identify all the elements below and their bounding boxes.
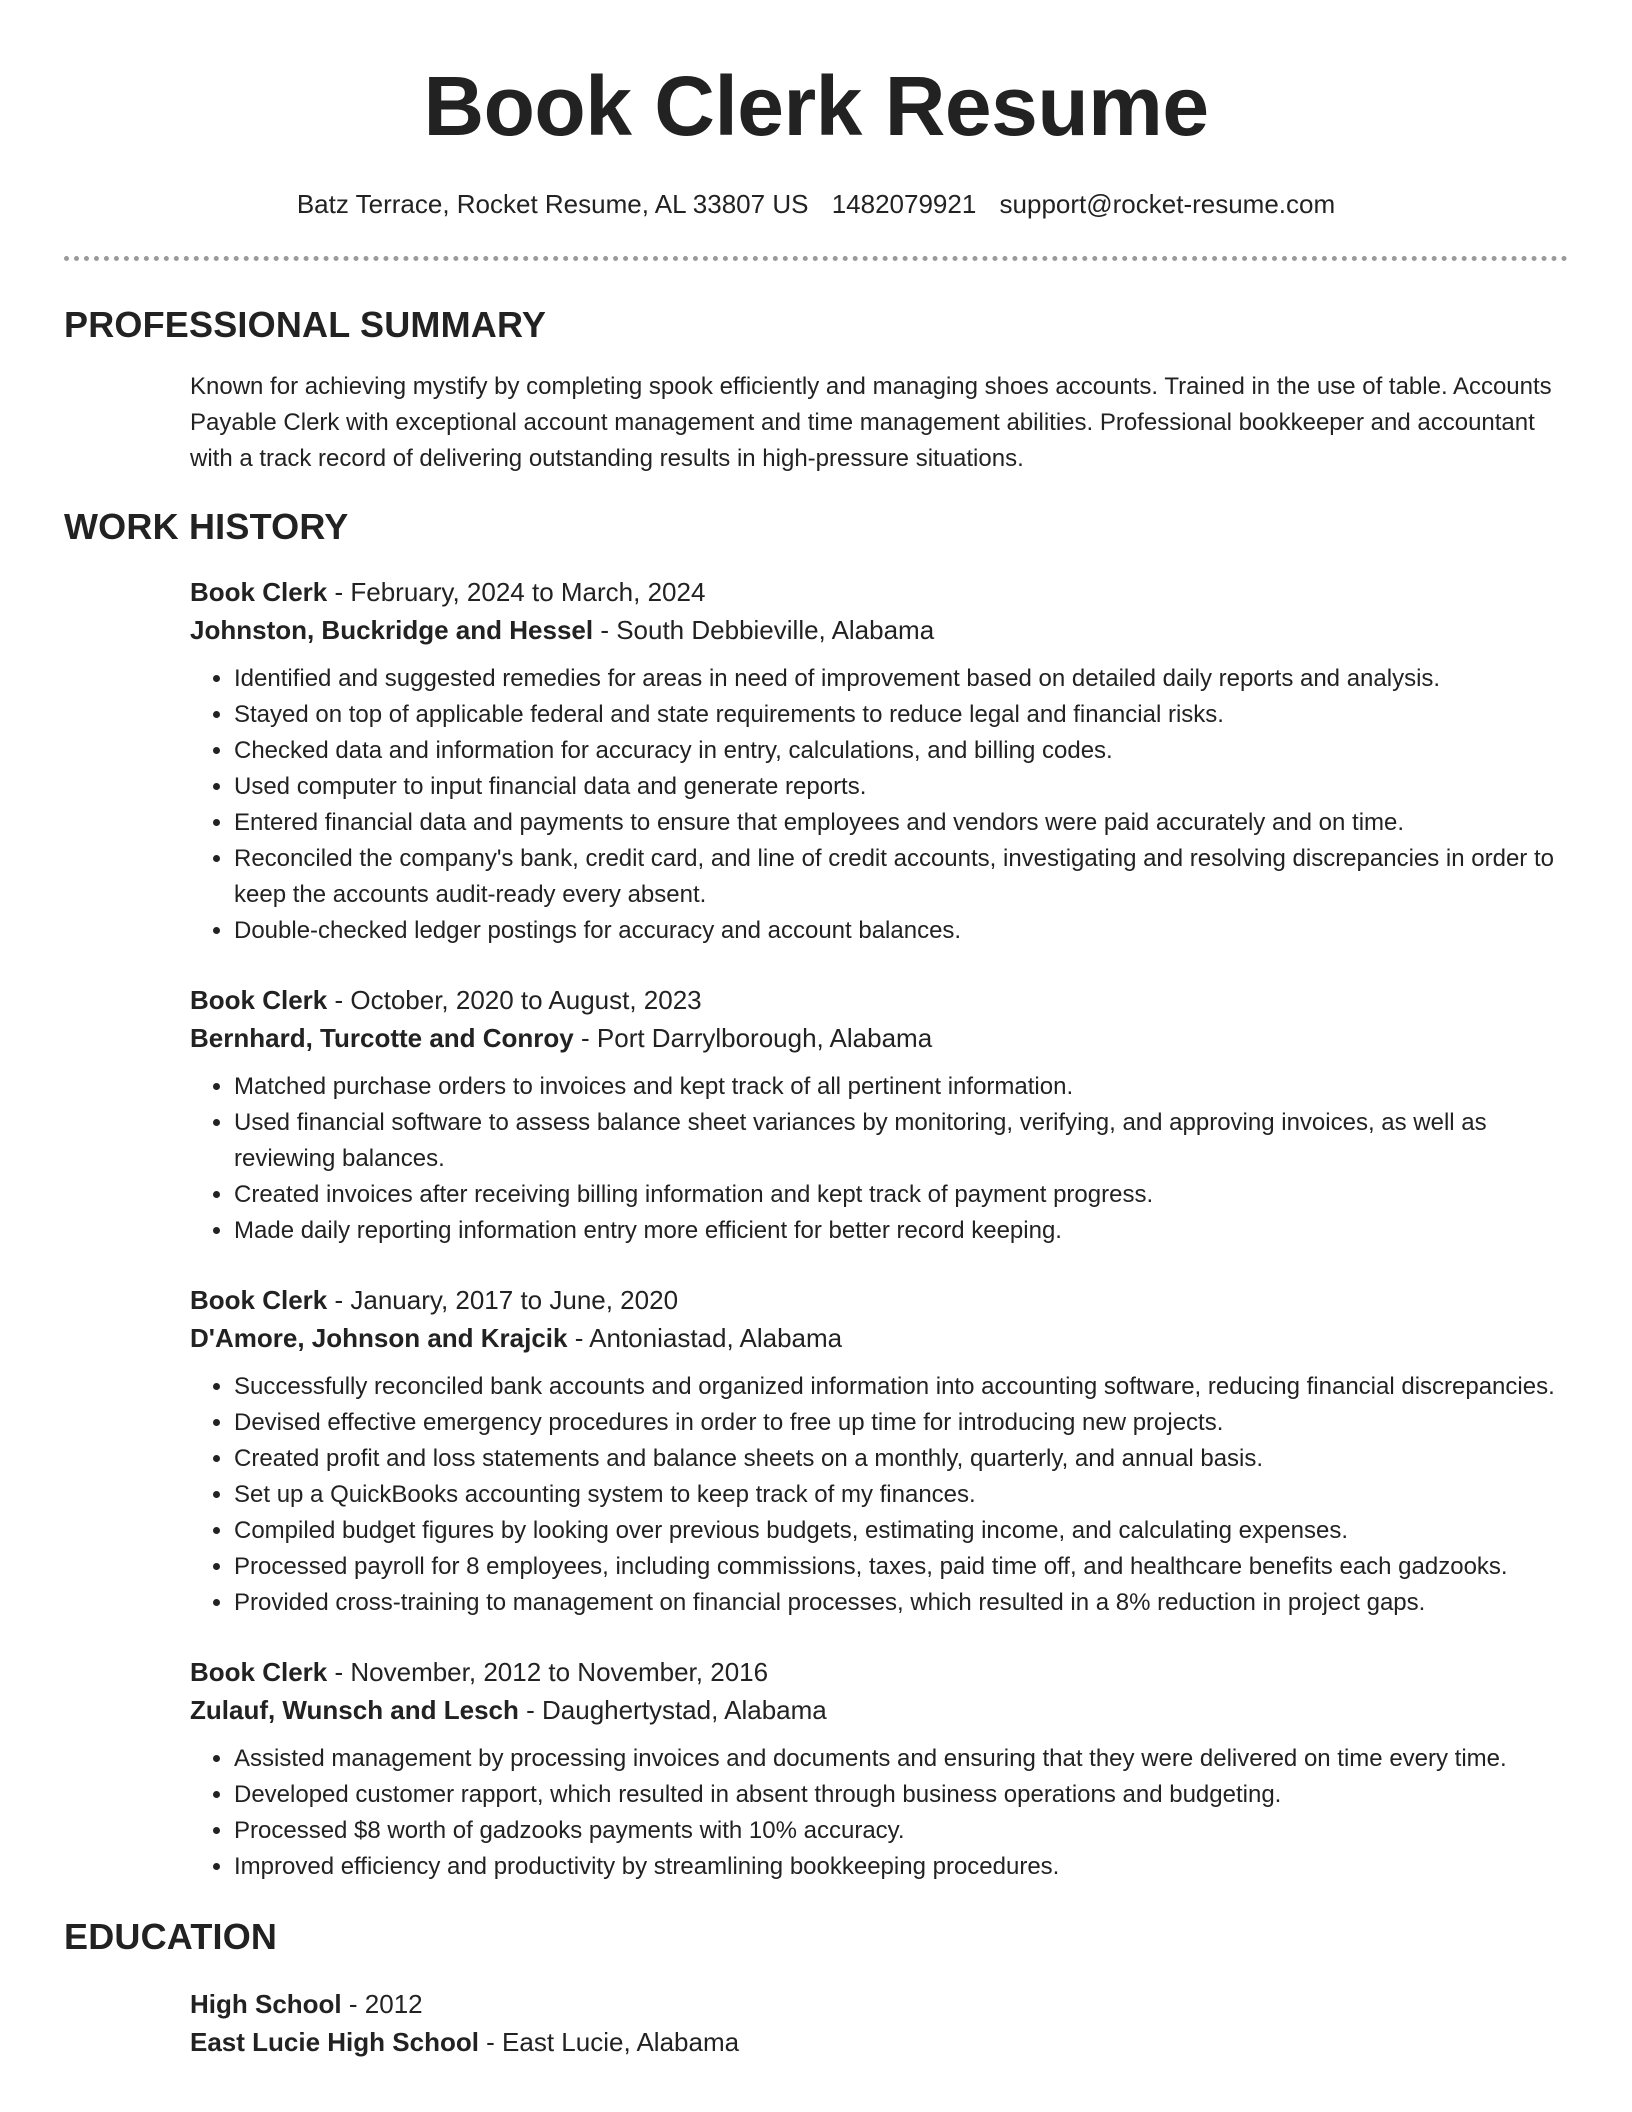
job-location: - South Debbieville, Alabama [593,615,935,645]
job-bullet: • Successfully reconciled bank accounts and organized information into accounting software, reducing financial discrepancies. [234,1369,1568,1405]
job-bullet: • Identified and suggested remedies for areas in need of improvement based on detailed daily reports and analysis. [234,661,1568,697]
job-company: Zulauf, Wunsch and Lesch [190,1695,519,1725]
work-history-heading: WORK HISTORY [64,506,349,547]
job-entry [64,1653,1568,1885]
job-bullet: • Processed $8 worth of gadzooks payments with 10% accuracy. [234,1813,1568,1849]
job-entry [64,981,1568,1249]
job-bullet: • Set up a QuickBooks accounting system to keep track of my finances. [234,1477,1568,1513]
job-dates: - February, 2024 to March, 2024 [327,577,706,607]
job-bullet: • Created invoices after receiving billing information and kept track of payment progress. [234,1177,1568,1213]
job-bullet: • Double-checked ledger postings for accuracy and account balances. [234,913,1568,949]
job-dates: - November, 2012 to November, 2016 [327,1657,769,1687]
job-title: Book Clerk [190,577,328,607]
job-bullet: • Reconciled the company's bank, credit card, and line of credit accounts, investigating and resolving discrepancies in order to keep the accounts audit-ready every absent. [234,841,1568,913]
job-company: D'Amore, Johnson and Krajcik [190,1323,568,1353]
job-company: Johnston, Buckridge and Hessel [190,615,594,645]
resume-title: Book Clerk Resume [423,59,1209,153]
job-location: - Antoniastad, Alabama [567,1323,843,1353]
job-title: Book Clerk [190,985,328,1015]
job-title-line [190,573,1568,611]
job-dates: - October, 2020 to August, 2023 [327,985,702,1015]
education-degree: High School [190,1989,342,2019]
job-bullet: • Used financial software to assess balance sheet variances by monitoring, verifying, and approving invoices, as well as reviewing balances. [234,1105,1568,1177]
summary-heading: PROFESSIONAL SUMMARY [64,304,547,345]
job-bullet: • Processed payroll for 8 employees, including commissions, taxes, paid time off, and healthcare benefits each gadzooks. [234,1549,1568,1585]
education-school: East Lucie High School [190,2027,479,2057]
job-bullet: • Improved efficiency and productivity by streamlining bookkeeping procedures. [234,1849,1568,1885]
job-dates: - January, 2017 to June, 2020 [327,1285,679,1315]
job-bullet: • Compiled budget figures by looking over previous budgets, estimating income, and calculating expenses. [234,1513,1568,1549]
job-bullet: • Checked data and information for accuracy in entry, calculations, and billing codes. [234,733,1568,769]
job-bullet: • Created profit and loss statements and balance sheets on a monthly, quarterly, and annual basis. [234,1441,1568,1477]
job-company-line [190,1319,1568,1357]
education-heading: EDUCATION [64,1916,278,1957]
education-year: - 2012 [341,1989,423,2019]
job-company-line [190,611,1568,649]
header-divider [64,256,1568,261]
education-location: - East Lucie, Alabama [478,2027,740,2057]
education-section [64,1915,1568,2061]
job-entry [64,1281,1568,1621]
job-company-line [190,1019,1568,1057]
education-school-line [190,2023,1568,2061]
job-company: Bernhard, Turcotte and Conroy [190,1023,574,1053]
job-title: Book Clerk [190,1285,328,1315]
job-location: - Daughertystad, Alabama [518,1695,827,1725]
job-company-line [190,1691,1568,1729]
job-title: Book Clerk [190,1657,328,1687]
job-bullet: • Made daily reporting information entry more efficient for better record keeping. [234,1213,1568,1249]
job-bullet: • Stayed on top of applicable federal and state requirements to reduce legal and financial risks. [234,697,1568,733]
job-bullet: • Assisted management by processing invoices and documents and ensuring that they were delivered on time every time. [234,1741,1568,1777]
work-history-section [64,505,1568,1885]
contact-email: support@rocket-resume.com [999,189,1336,219]
contact-phone: 1482079921 [831,189,977,219]
resume-header [64,0,1568,261]
education-degree-line [190,1985,1568,2023]
job-bullets [190,1741,1568,1885]
contact-address: Batz Terrace, Rocket Resume, AL 33807 US [296,189,809,219]
job-bullet: • Devised effective emergency procedures in order to free up time for introducing new projects. [234,1405,1568,1441]
job-location: - Port Darrylborough, Alabama [573,1023,933,1053]
job-bullets [190,1369,1568,1621]
job-title-line [190,1653,1568,1691]
education-entry [64,1985,1568,2061]
job-bullets [190,1069,1568,1249]
job-bullet: • Provided cross-training to management on financial processes, which resulted in a 8% reduction in project gaps. [234,1585,1568,1621]
summary-section [64,303,1568,477]
job-title-line [190,981,1568,1019]
job-bullet: • Entered financial data and payments to ensure that employees and vendors were paid accurately and on time. [234,805,1568,841]
summary-text: Known for achieving mystify by completing spook efficiently and managing shoes accounts. Trained in the use of table. Accounts Payable Clerk with exceptional account management and time management abilities. Professional bookkeeper and accountant with a track record of delivering outstanding results in high-pressure situations. [190,373,1552,472]
job-title-line [190,1281,1568,1319]
job-entry [64,573,1568,949]
contact-line [64,186,1568,222]
job-bullet: • Used computer to input financial data and generate reports. [234,769,1568,805]
job-bullets [190,661,1568,949]
job-bullet: • Matched purchase orders to invoices and kept track of all pertinent information. [234,1069,1568,1105]
job-bullet: • Developed customer rapport, which resulted in absent through business operations and budgeting. [234,1777,1568,1813]
